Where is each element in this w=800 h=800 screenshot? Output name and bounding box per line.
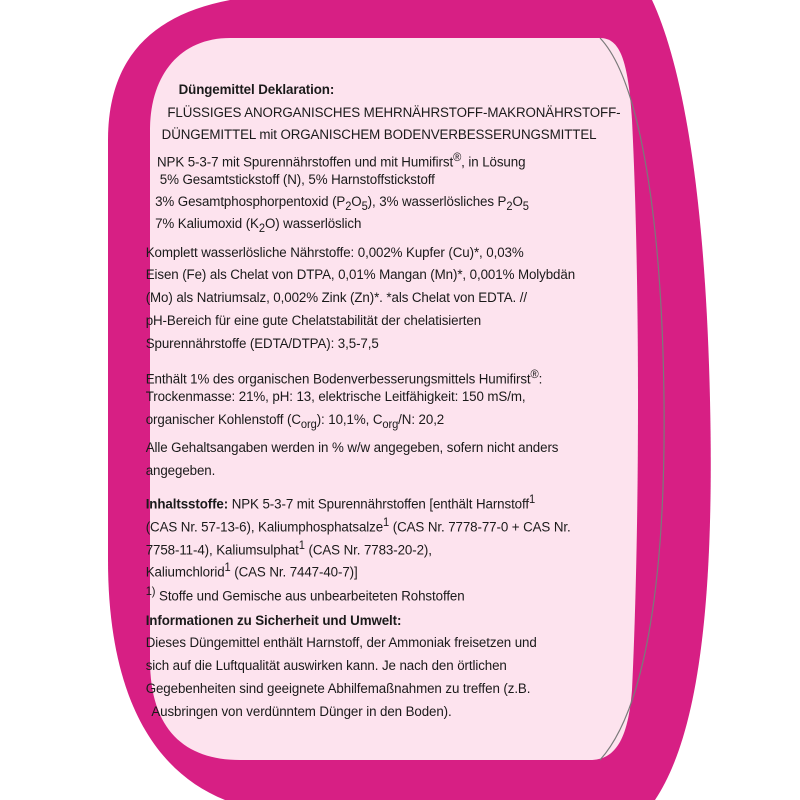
- ingredients-line-1: Inhaltsstoffe: NPK 5-3-7 mit Spurennährstoffen [enthält Harnstoff$^1$: [145, 492, 536, 513]
- humifirst-line-2: Trockenmasse: 21%, pH: 13, elektrische Leitfähigkeit: 150 mS/m,: [145, 389, 526, 405]
- trace-line: (Mo) als Natriumsalz, 0,002% Zink (Zn)*. *als Chelat von EDTA. //: [145, 290, 527, 306]
- humifirst-line-3: organischer Kohlenstoff $(C_{org})$: 10,1%, $C_{org}/N$: 20,2: [145, 412, 445, 431]
- ingredients-line-3: 7758-11-4), Kaliumsulphat$^1$ (CAS Nr. 7783-20-2),: [145, 538, 432, 559]
- fertilizer-type-line-2: DÜNGEMITTEL mit ORGANISCHEM BODENVERBESSERUNGSMITTEL: [161, 127, 597, 143]
- trace-line: Eisen (Fe) als Chelat von DTPA, 0,01% Mangan (Mn)*, 0,001% Molybdän: [145, 267, 576, 283]
- safety-title: Informationen zu Sicherheit und Umwelt:: [145, 613, 402, 629]
- safety-line: sich auf die Luftqualität auswirken kann. Je nach den örtlichen: [145, 658, 507, 674]
- declaration-title: Düngemittel Deklaration:: [178, 82, 335, 98]
- ww-note-line-2: angegeben.: [145, 463, 216, 479]
- safety-line: Dieses Düngemittel enthält Harnstoff, der Ammoniak freisetzen und: [145, 635, 537, 651]
- potassium-line: 7% Kaliumoxid $(K_2O)$ wasserlöslich: [155, 216, 362, 235]
- ingredients-line-4: Kaliumchlorid$^1$ (CAS Nr. 7447-40-7)]: [145, 560, 358, 581]
- npk-line: NPK 5-3-7 mit Spurennährstoffen und mit Humifirst®, in Lösung: [156, 150, 526, 171]
- trace-line: pH-Bereich für eine gute Chelatstabilität der chelatisierten: [145, 313, 482, 329]
- safety-line: Ausbringen von verdünntem Dünger in den Boden).: [151, 704, 452, 720]
- nitrogen-line: 5% Gesamtstickstoff (N), 5% Harnstoffstickstoff: [159, 172, 435, 188]
- humifirst-line-1: Enthält 1% des organischen Bodenverbesserungsmittels Humifirst®:: [145, 367, 543, 388]
- raw-materials-footnote: $^{1)}$ Stoffe und Gemische aus unbearbeiteten Rohstoffen: [145, 584, 465, 605]
- trace-line: Spurennährstoffe (EDTA/DTPA): 3,5-7,5: [145, 336, 379, 352]
- ww-note-line-1: Alle Gehaltsangaben werden in % w/w angegeben, sofern nicht anders: [145, 440, 559, 456]
- trace-line: Komplett wasserlösliche Nährstoffe: 0,002% Kupfer (Cu)*, 0,03%: [145, 245, 524, 261]
- fertilizer-type-line-1: FLÜSSIGES ANORGANISCHES MEHRNÄHRSTOFF-MAKRONÄHRSTOFF-: [167, 105, 621, 121]
- safety-line: Gegebenheiten sind geeignete Abhilfemaßnahmen zu treffen (z.B.: [145, 681, 531, 697]
- phosphate-line: 3% Gesamtphosphorpentoxid $(P_2O_5)$, 3% wasserlösliches $P_2O_5$: [155, 194, 529, 213]
- ingredients-line-2: (CAS Nr. 57-13-6), Kaliumphosphatsalze$^1$ (CAS Nr. 7778-77-0 + CAS Nr.: [145, 515, 571, 536]
